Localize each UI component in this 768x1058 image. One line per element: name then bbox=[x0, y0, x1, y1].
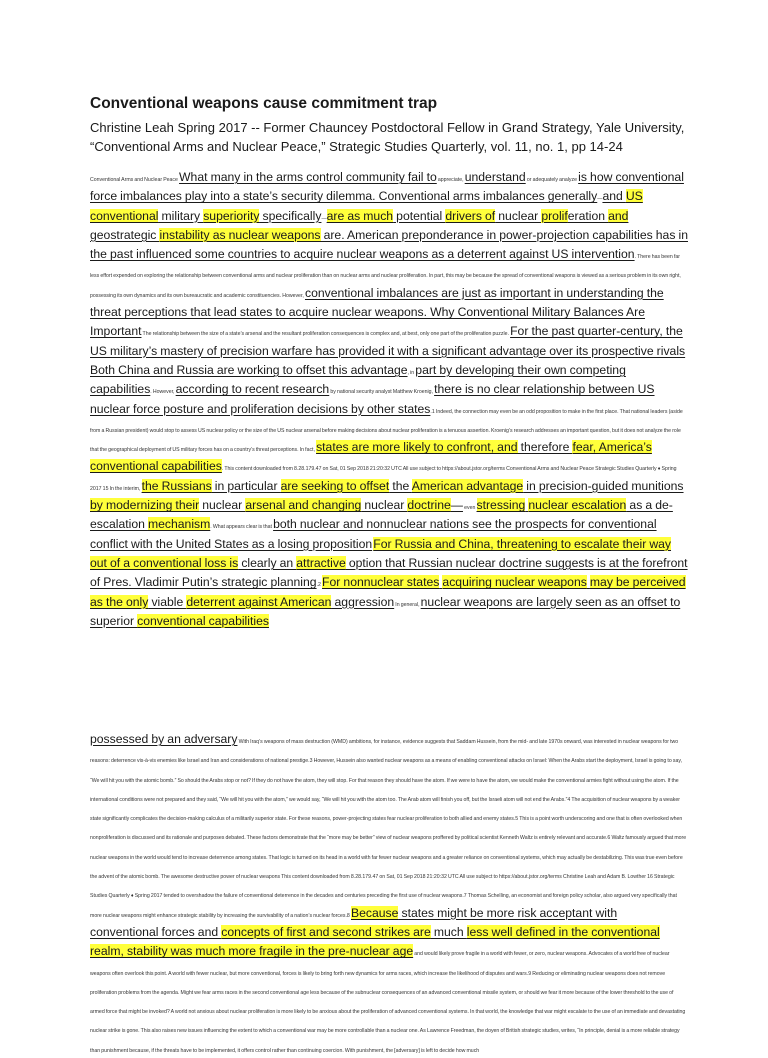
underlined-text: geostrategic bbox=[90, 227, 160, 242]
highlighted-text: mechanism bbox=[147, 517, 211, 532]
underlined-text: and bbox=[602, 189, 626, 204]
fine-print-text: . There has been far less effort expended on exploring the relationship between conventional arms and nuclear proliferation than on nuclear arms and nuclear proliferation. In part, this may be because the spread of conventional weapons is viewed as a serious problem in its own right, possessing its own dynamics and its own bureaucratic and academic constituencies. However, bbox=[90, 254, 681, 299]
highlighted-text: stressing bbox=[476, 498, 526, 513]
highlighted-text: the Russians bbox=[141, 478, 212, 493]
underlined-text: nuclear bbox=[361, 498, 408, 513]
fine-print-text: . However, bbox=[150, 389, 176, 396]
underlined-text: there is no clear relationship between US nuclear force posture and proliferation decisions by other states bbox=[90, 382, 655, 416]
highlighted-text: attractive bbox=[296, 555, 346, 570]
underlined-text: possessed by an adversary bbox=[90, 732, 238, 746]
underlined-text: understand bbox=[464, 170, 526, 184]
fine-print-text: The relationship between the size of a state’s arsenal and the resultant proliferation consequences is complex and, at best, only one part of the proliferation puzzle. bbox=[141, 331, 511, 338]
fine-print-text: — bbox=[597, 196, 603, 203]
highlighted-text: may be perceived as the only bbox=[90, 575, 686, 609]
highlighted-text: by modernizing their bbox=[90, 498, 200, 513]
highlighted-text: fear, America’s conventional capabilities bbox=[90, 440, 652, 474]
highlighted-text: and bbox=[608, 208, 629, 223]
fine-print-text: — bbox=[321, 215, 327, 222]
underlined-text: are. American preponderance in power-projection capabilities has in the past influenced some countries to acquire nuclear weapons as a deterrent against US intervention bbox=[90, 227, 688, 262]
highlighted-text: instability as nuclear weapons bbox=[159, 227, 321, 242]
highlighted-text: superiority bbox=[203, 208, 260, 223]
underlined-text: Both China and Russia are working to offset this advantage bbox=[90, 362, 408, 377]
highlighted-text: For Russia and China, threatening to escalate their way out of a conventional loss is bbox=[90, 536, 672, 570]
card-body-paragraph-2 bbox=[90, 730, 688, 1058]
underlined-text: option that Russian nuclear doctrine suggests is at the forefront of Pres. Vladimir Putin’s strategic planning bbox=[90, 555, 688, 590]
highlighted-text: states are more likely to confront, and bbox=[316, 440, 518, 455]
highlighted-text: are as much bbox=[326, 208, 394, 223]
fine-print-text: . This content downloaded from 8.28.179.47 on Sat, 01 Sep 2018 21:20:32 UTC All use subject to https://about.jstor.org/terms Conventional Arms and Nuclear Peace Strategic Studies Quarterly ♦ Spring 2017 15 In the interim, bbox=[90, 466, 677, 492]
underlined-text: as a de-escalation bbox=[90, 498, 673, 532]
underlined-text: states might be more risk acceptant with conventional forces and bbox=[90, 905, 618, 939]
highlighted-text: concepts of first and second strikes are bbox=[221, 924, 431, 939]
underlined-text: conventional imbalances are just as important in understanding the threat perceptions that lead states to acquire nuclear weapons. Why Conventional Military Balances Are Important bbox=[90, 285, 664, 339]
card-page bbox=[90, 94, 688, 631]
underlined-text: eration bbox=[567, 208, 609, 223]
underlined-text: nuclear weapons are largely seen as an offset to superior bbox=[90, 594, 681, 628]
highlighted-text: US conventional bbox=[90, 189, 643, 223]
fine-print-text: .2 bbox=[316, 582, 323, 589]
underlined-text: therefore bbox=[517, 440, 573, 455]
fine-print-text: Conventional Arms and Nuclear Peace bbox=[90, 177, 180, 183]
highlighted-text: less well defined in the conventional realm, stability was much more fragile in the pre-nuclear age bbox=[90, 924, 660, 959]
fine-print-text: .1 Indeed, the connection may even be an odd proposition to make in the first place. That national leaders (aside from a Russian president) would stop to assess US nuclear policy or the size of the US nuclear arsenal before making decisions about nuclear proliferation is a tenuous assertion. Kroenig’s research addresses an important question, but it does not analyze the role that the geographical deployment of US military forces has on a country’s threat perceptions. In fact, bbox=[90, 408, 683, 454]
card-body-continuation bbox=[90, 730, 688, 1058]
highlighted-text: are seeking to offset bbox=[280, 478, 390, 493]
fine-print-text: even bbox=[462, 505, 477, 512]
underlined-text: aggression bbox=[331, 594, 395, 609]
underlined-text: is how conventional force imbalances play into a state’s security dilemma. Conventional arms imbalances generally bbox=[90, 170, 684, 204]
underlined-text: What many in the arms control community fail to bbox=[179, 170, 437, 184]
underlined-text: according to recent research bbox=[175, 382, 330, 397]
page-title: Conventional weapons cause commitment trap bbox=[90, 95, 438, 112]
highlighted-text: conventional capabilities bbox=[137, 613, 269, 628]
highlighted-text: deterrent against American bbox=[186, 594, 332, 609]
highlighted-text: Because bbox=[350, 905, 399, 920]
highlighted-text: American advantage bbox=[411, 478, 524, 493]
citation: Christine Leah Spring 2017 -- Former Chauncey Postdoctoral Fellow in Grand Strategy, Yale University, “Conventional Arms and Nuclear Peace,” Strategic Studies Quarterly, vol. 11, no. 1, pp 14-24 bbox=[90, 120, 685, 154]
underlined-text: — bbox=[450, 498, 463, 513]
fine-print-text: and would likely prove fragile in a world with fewer, or zero, nuclear weapons. Advocates of a world free of nuclear weapons often overlook this point. A world with fewer nuclear, but more conventional, forces is likely to bring forth new dynamics for arms races, which increase the likelihood of disputes and wars.9 Reducing or eliminating nuclear weapons does not remove proliferation problems from the agenda. Might we fear arms races in the second conventional age less because of the subnuclear consequences of an advanced conventional missile system, or should we fear it more because of the lower threshold to the use of armed force that might be invoked? A world not anxious about nuclear proliferation is more likely to be anxious about the proliferation of advanced conventional systems. In that world, the knowledge that war might escalate to the use of an immediate and devastating nuclear strike is gone. This also raises new issues influencing the extent to which a conventional war may be more controllable than a nuclear one. As Lawrence Freedman, the doyen of British strategic studies, writes, “In principle, denial is a more reliable strategy than punishment because, if the threats have to be implemented, it offers control rather than continuing coercion. With punishment, the [adversary] is left to decide how much bbox=[90, 951, 686, 1054]
underlined-text: in particular bbox=[211, 478, 281, 493]
underlined-text: both nuclear and nonnuclear nations see the prospects for conventional conflict with the United States as a losing proposition bbox=[90, 517, 657, 551]
fine-print-text: With Iraq’s weapons of mass destruction (WMD) ambitions, for instance, evidence suggests that Saddam Hussein, from the mid- and late 1970s onward, was interested in nuclear weapons for two reasons: deterrence vis-à-vis enemies like Israel and Iran and considerations of national prestige.3 However, Hussein also wanted nuclear weapons as a means of enabling conventional attacks on Israel: When the Arabs start the deployment, Israel is going to say, “We will hit you with the atomic bomb.” So should the Arabs stop or not? If they do not have the atom, they will stop. For that reason they should have the atom. If we were to have the atom, we would make the conventional armies fight without using the atom. If the international conditions were not prepared and they said, “We will hit you with the atom,” we would say, “We will hit you with the atom too. The Arab atom will finish you off, but the Israeli atom will not end the Arabs.”4 The acquisition of nuclear weapons by a weaker state significantly complicates the decision-making calculus of a militarily superior state. For these reasons, power-projecting states fear nuclear proliferation to both allied and enemy states.5 This is a point worth underscoring and one that is often overlooked when nonproliferation is discussed and its rationale and purposes debated. These factors demonstrate that the “more may be better” view of nuclear weapons proffered by political scientist Kenneth Waltz is entirely relevant and accurate.6 Waltz famously argued that more nuclear weapons in the world would tend to increase deterrence among states. That logic is turned on its head in a world with far fewer nuclear weapons and a greater reliance on conventional systems, which may actually be destabilizing. This was true even before the advent of the atomic bomb. The awesome destructive power of nuclear weapons This content downloaded from 8.28.179.47 on Sat, 01 Sep 2018 21:20:32 UTC All use subject to https://about.jstor.org/terms Christine Leah and Adam B. Lowther 16 Strategic Studies Quarterly ♦ Spring 2017 tended to overshadow the failure of conventional deterrence in the decades and centuries preceding the first use of nuclear weapons.7 Thomas Schelling, an economist and foreign policy scholar, also argued very specifically that more nuclear weapons might enhance strategic stability by increasing the survivability of a nation’s nuclear forces.8 bbox=[90, 739, 687, 919]
fine-print-text: . What appears clear is that bbox=[210, 524, 274, 531]
underlined-text: military bbox=[158, 208, 204, 223]
highlighted-text: drivers of bbox=[445, 208, 496, 223]
underlined-text: specifically bbox=[259, 208, 322, 223]
highlighted-text: doctrine bbox=[407, 498, 451, 513]
card-body-paragraph-1 bbox=[90, 168, 688, 631]
fine-print-text: appreciate, bbox=[436, 177, 465, 183]
underlined-text: viable bbox=[148, 594, 187, 609]
underlined-text: part by developing their own competing capabilities bbox=[90, 362, 626, 397]
underlined-text: nuclear bbox=[199, 498, 246, 513]
underlined-text: nuclear bbox=[495, 208, 542, 223]
highlighted-text: acquiring nuclear weapons bbox=[442, 575, 587, 590]
highlighted-text: arsenal and changing bbox=[245, 498, 362, 513]
underlined-text: the bbox=[389, 478, 412, 493]
highlighted-text: nuclear escalation bbox=[528, 498, 627, 513]
highlighted-text: prolif bbox=[541, 208, 568, 223]
underlined-text: clearly an bbox=[238, 555, 297, 570]
fine-print-text: , in bbox=[407, 369, 416, 376]
fine-print-text: or adequately analyze bbox=[525, 177, 579, 183]
underlined-text: For the past quarter-century, the US military’s mastery of precision warfare has provided it with a significant advantage over its prospective rivals bbox=[90, 324, 686, 358]
underlined-text: much bbox=[430, 924, 467, 939]
underlined-text: potential bbox=[393, 208, 446, 223]
underlined-text: in precision-guided munitions bbox=[523, 478, 684, 493]
highlighted-text: For nonnuclear states bbox=[322, 575, 440, 590]
fine-print-text: by national security analyst Matthew Kroenig, bbox=[329, 389, 435, 396]
fine-print-text: In general, bbox=[394, 601, 421, 608]
